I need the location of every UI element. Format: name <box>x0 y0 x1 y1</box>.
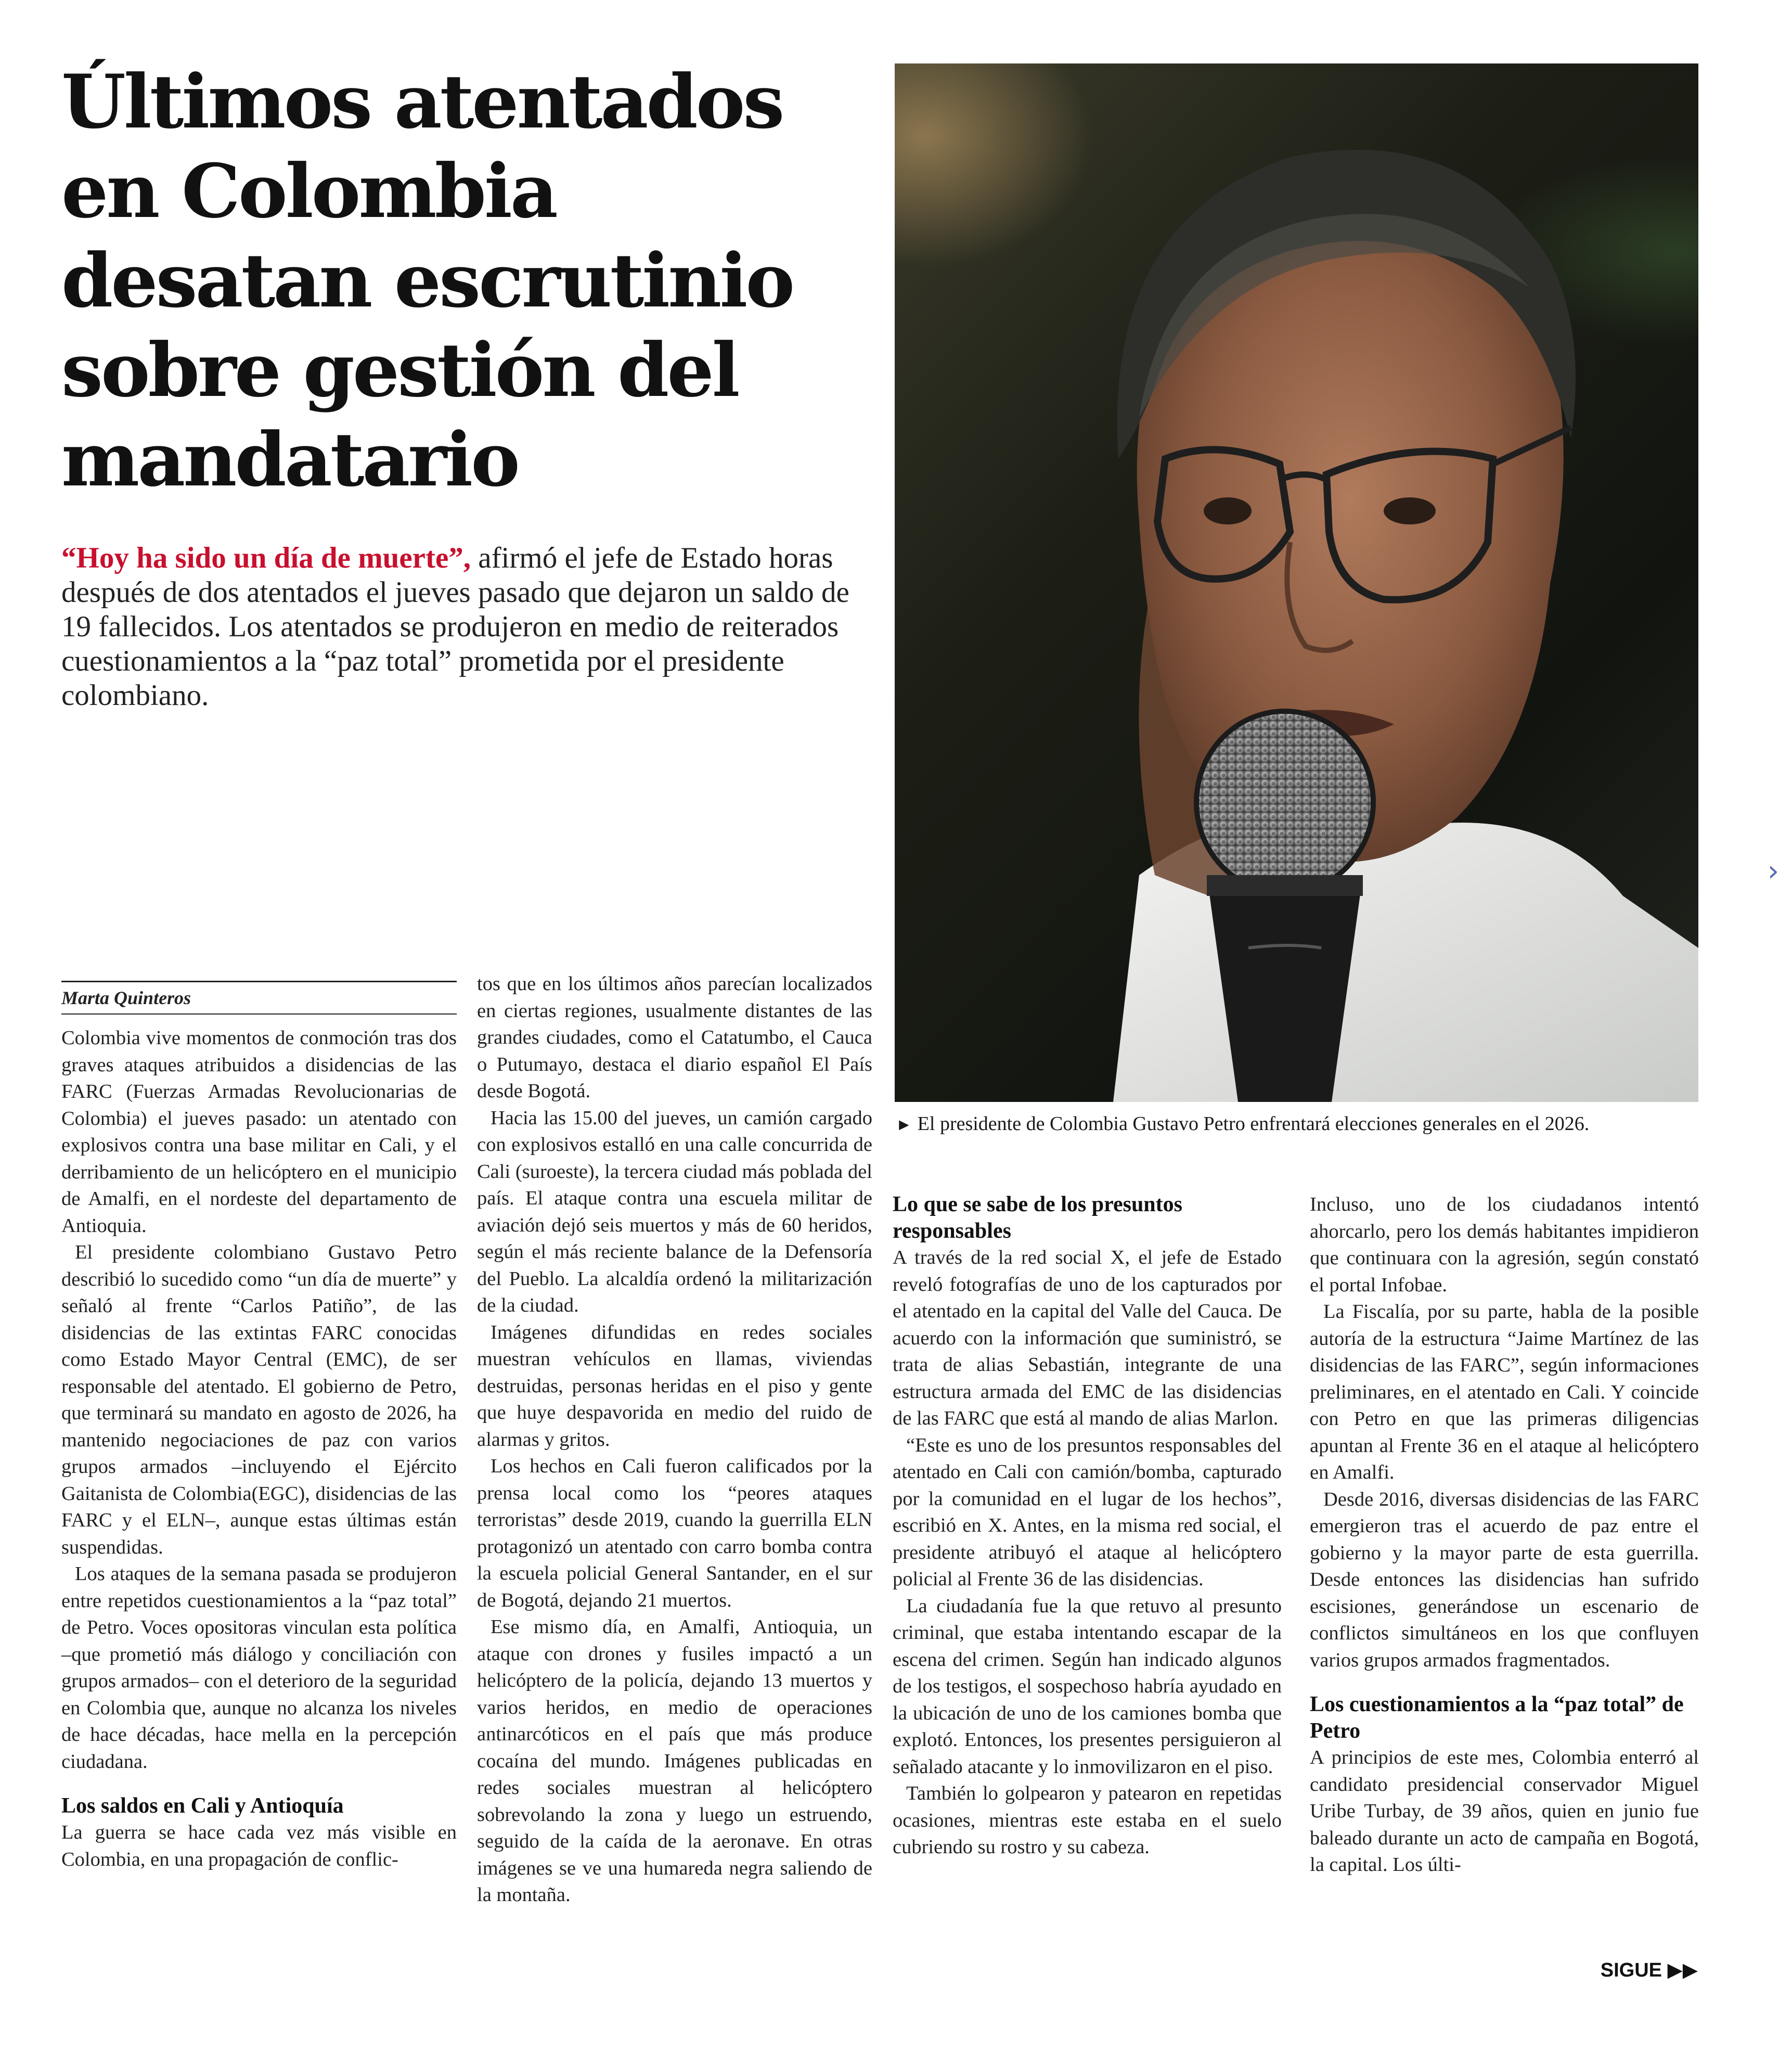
headline: Últimos atentados en Colombia desatan escrutinio sobre gestión del mandatario <box>61 59 793 503</box>
paragraph: Desde 2016, diversas disidencias de las FARC emergieron tras el acuerdo de paz entre el gobierno y la mayor parte de esta guerrilla. Desde entonces las disidencias han sufrido escisiones, generándose un escenario de conflictos simultáneos en los que confluyen varios grupos armados fragmentados. <box>1310 1488 1699 1671</box>
continue-label: SIGUE ▶▶ <box>1600 1959 1698 1981</box>
column-1 <box>61 981 457 1873</box>
standfirst <box>61 541 857 713</box>
petro-portrait-illustration <box>895 63 1698 1102</box>
paragraph: También lo golpearon y patearon en repetidas ocasiones, mientras este estaba en el suelo cubriendo su rostro y su cabeza. <box>893 1782 1282 1858</box>
subheading: Lo que se sabe de los presuntos responsables <box>893 1192 1182 1243</box>
paragraph: Imágenes difundidas en redes sociales muestran vehículos en llamas, viviendas destruidas, personas heridas en el piso y gente que huye despavorida en medio del ruido de alarmas y gritos. <box>477 1321 872 1451</box>
paragraph: La ciudadanía fue la que retuvo al presunto criminal, que estaba intentando escapar de la escena del crimen. Según han indicado algunos de los testigos, el sospechoso habría ayudado en la ubicación de uno de los camiones bomba que explotó. Entonces, los presentes persiguieron al señalado atacante y lo inmovilizaron en el piso. <box>893 1595 1282 1778</box>
photo-caption-text: El presidente de Colombia Gustavo Petro enfrentará elecciones generales en el 2026. <box>917 1113 1590 1135</box>
paragraph: La Fiscalía, por su parte, habla de la posible autoría de la estructura “Jaime Martínez de las disidencias de las FARC”, según informaciones preliminares, en el atentado en Cali. Y coincide con Petro en que las primeras diligencias apuntan al Frente 36 en el ataque al helicóptero en Amalfi. <box>1310 1301 1699 1483</box>
paragraph: Ese mismo día, en Amalfi, Antioquia, un ataque con drones y fusiles impactó a un helicóptero de la policía, dejando 13 muertos y varios heridos, en medio de operaciones antinarcóticos en el país que más produce cocaína del mundo. Imágenes publicadas en redes sociales muestran al helicóptero sobrevolando la zona y luego un estruendo, seguido de la caída de la aeronave. En otras imágenes se ve una humareda negra saliendo de la montaña. <box>477 1616 872 1906</box>
paragraph: Los ataques de la semana pasada se produjeron entre repetidos cuestionamientos a la “paz total” de Petro. Voces opositoras vinculan esta política –que prometió más diálogo y conciliación con grupos armados– con el deterioro de la seguridad en Colombia que, aunque no alcanza los niveles de hace décadas, hace mella en la percepción ciudadana. <box>61 1563 457 1773</box>
paragraph: El presidente colombiano Gustavo Petro describió lo sucedido como “un día de muerte” y señaló al frente “Carlos Patiño”, de las disidencias de las extintas FARC conocidas como Estado Mayor Central (EMC), de ser responsable del atentado. El gobierno de Petro, que terminará su mandato en agosto de 2026, ha mantenido negociaciones de paz con varios grupos armados –incluyendo el Ejército Gaitanista de Colombia(EGC), disidencias de las FARC y el ELN–, aunque estas últimas están suspendidas. <box>61 1241 457 1558</box>
paragraph: Colombia vive momentos de conmoción tras dos graves ataques atribuidos a disidencias de las FARC (Fuerzas Armadas Revolucionarias de Colombia) el jueves pasado: un atentado con explosivos contra una base militar en Cali, y el derribamiento de un helicóptero en el municipio de Amalfi, en el nordeste del departamento de Antioquia. <box>61 1027 457 1237</box>
paragraph: “Este es uno de los presuntos responsables del atentado en Cali con camión/bomba, capturado por la comunidad en el lugar de los hechos”, escribió en X. Antes, en la misma red social, el presidente atribuyó el ataque al helicóptero policial al Frente 36 de las disidencias. <box>893 1434 1282 1590</box>
article-photo <box>895 63 1698 1102</box>
subheading: Los cuestionamientos a la “paz total” de Petro <box>1310 1692 1684 1743</box>
subheading: Los saldos en Cali y Antioquía <box>61 1794 344 1818</box>
paragraph: Hacia las 15.00 del jueves, un camión cargado con explosivos estalló en una calle concurrida de Cali (suroeste), la tercera ciudad más poblada del país. El ataque contra una escuela militar de aviación dejó seis muertos y más de 60 heridos, según el más reciente balance de la Defensoría del Pueblo. La alcaldía ordenó la militarización de la ciudad. <box>477 1107 872 1316</box>
standfirst-quote: “Hoy ha sido un día de muerte”, <box>61 542 471 574</box>
paragraph: Incluso, uno de los ciudadanos intentó ahorcarlo, pero los demás habitantes impidieron que continuara con la agresión, según constató el portal Infobae. <box>1310 1194 1699 1296</box>
next-page-chevron-icon[interactable]: › <box>1767 854 1780 888</box>
paragraph: Los hechos en Cali fueron calificados por la prensa local como los “peores ataques terroristas” desde 2019, cuando la guerrilla ELN protagonizó un atentado con carro bomba contra la escuela policial General Santander, en el sur de Bogotá, dejando 21 muertos. <box>477 1455 872 1611</box>
photo-caption <box>896 1112 1707 1136</box>
column-2 <box>477 971 872 1909</box>
caption-marker-icon: ► <box>896 1115 912 1134</box>
paragraph: A través de la red social X, el jefe de Estado reveló fotografías de uno de los capturados por el atentado en la capital del Valle del Cauca. De acuerdo con la información que suministró, se trata de alias Sebastián, integrante de una estructura armada del EMC de las disidencias de las FARC que está al mando de alias Marlon. <box>893 1247 1282 1429</box>
paragraph: La guerra se hace cada vez más visible en Colombia, en una propagación de conflic- <box>61 1821 457 1870</box>
paragraph: A principios de este mes, Colombia enterró al candidato presidencial conservador Miguel Uribe Turbay, de 39 años, quien en junio fue baleado durante un acto de campaña en Bogotá, la capital. Los últi- <box>1310 1747 1699 1876</box>
standfirst-text: afirmó el jefe de Estado horas después de dos atentados el jueves pasado que dejaron un saldo de 19 fallecidos. Los atentados se produjeron en medio de reiterados cuestionamientos a la “paz total” prometida por el presidente colombiano. <box>61 542 849 712</box>
column-4 <box>1310 1191 1699 1879</box>
byline: Marta Quinteros <box>61 981 457 1015</box>
column-3 <box>893 1191 1282 1861</box>
paragraph: tos que en los últimos años parecían localizados en ciertas regiones, usualmente distantes de las grandes ciudades, como el Catatumbo, el Cauca o Putumayo, destaca el diario español El País desde Bogotá. <box>477 973 872 1102</box>
